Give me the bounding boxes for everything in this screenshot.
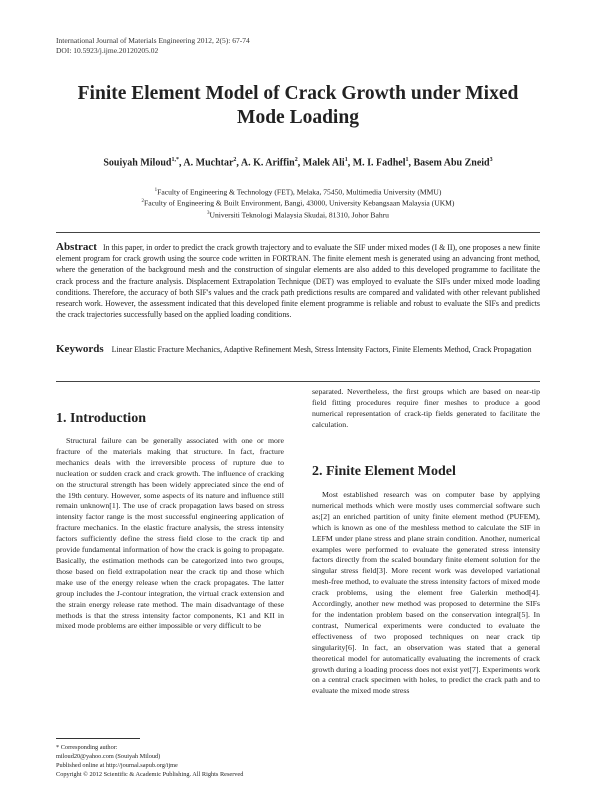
- affiliation-2: [56, 197, 540, 208]
- divider-top: [56, 232, 540, 233]
- continued-paragraph: separated. Nevertheless, the first groups which are based on near-tip field fitting procedures require finer meshes to produce a good numerical representation of crack-tip fields generated to facilitate the calculation.: [312, 387, 540, 429]
- title-line-1: Finite Element Model of Crack Growth under Mixed: [77, 83, 519, 104]
- author-3: A. K. Ariffin: [240, 157, 295, 169]
- abstract-text: In this paper, in order to predict the crack growth trajectory and to evaluate the SIF under mixed modes (I & II), one proposes a new finite element program for crack growth using the source code written in FORTRAN. The finite element mesh is generated using an advancing front method, where the generation of the background mesh and the construction of singular elements are also added to this developed programme to facilitate the crack process and the fracture analysis. Displacement Extrapolation Technique (DET) was employed to evaluate the SIFs under mixed mode loading conditions. Therefore, the accuracy of both SIF's values and the crack path predictions results are compared and validated with other relevant published research work. However, the assessment indicated that this developed finite element programme is reliable and robust to evaluate the SIFs and predicts the crack trajectories successfully based on the applied loading conditions.: [56, 243, 540, 320]
- author-5: M. I. Fadhel: [352, 157, 406, 169]
- doi: DOI: 10.5923/j.ijme.20120205.02: [56, 46, 159, 55]
- affiliations: [56, 186, 540, 220]
- footnote-copyright: Copyright © 2012 Scientific & Academic Publishing. All Rights Reserved: [56, 771, 244, 778]
- keywords: [56, 344, 540, 355]
- journal-header: [56, 36, 250, 56]
- author-4: Malek Ali: [302, 157, 345, 169]
- section-2-body: [312, 490, 540, 697]
- affiliation-2-text: Faculty of Engineering & Built Environment, Bangi, 43000, University Kebangsaan Malaysia (UKM): [144, 198, 455, 208]
- author-1-sup: 1,*: [171, 157, 179, 163]
- author-4-sup: 1: [344, 157, 348, 163]
- divider-bottom: [56, 381, 540, 382]
- section-1-continued: [312, 387, 540, 431]
- footnote-published: Published online at http://journal.sapub.org/ijme: [56, 762, 178, 769]
- abstract: [56, 242, 540, 320]
- footnote-rule: [56, 738, 140, 739]
- author-3-sup: 2: [294, 157, 298, 163]
- affiliation-1-text: Faculty of Engineering & Technology (FET), Melaka, 75450, Multimedia University (MMU): [157, 187, 442, 197]
- author-2-sup: 2: [233, 157, 237, 163]
- author-5-sup: 1: [405, 157, 409, 163]
- author-list: Souiyah Miloud$^{1,*}$, A. Muchtar$^2$, A. K. Ariffin$^2$, Malek Ali$^1$, M. I. Fadhel$^1$, Basem Abu Zneid$^3$: [103, 157, 493, 169]
- keywords-text: Linear Elastic Fracture Mechanics, Adaptive Refinement Mesh, Stress Intensity Factors, Finite Elements Method, Crack Propagation: [111, 345, 532, 354]
- footnote: [56, 738, 284, 779]
- author-6: Basem Abu Zneid: [413, 157, 490, 169]
- section-2-heading: 2. Finite Element Model: [312, 464, 456, 479]
- affiliation-1-sup: 1: [154, 188, 158, 193]
- affiliation-3-text: Universiti Teknologi Malaysia Skudai, 81310, Johor Bahru: [209, 210, 389, 220]
- section-1-paragraph: Structural failure can be generally associated with one or more fracture of the materials making that structure. In fact, fracture mechanics deals with the irreversible process of rupture due to nucleation or sudden crack and crack growth. The influence of cracking on the structural strength has been widely appreciated since the end of the 19th century. However, some aspects of its nature and influence still remain unknown[1]. The use of crack propagation laws based on stress intensity factor range is the most successful engineering application of fracture mechanics. In the elastic fracture analysis, the stress intensity factors sufficiently define the stress field close to the crack tip and provide fundamental information of how the crack is going to propagate. Basically, the estimation methods can be categorized into two groups, those based on field extrapolation near the crack tip and those which make use of the energy release when the crack propagates. The latter group includes the J-contour integration, the virtual crack extension and the strain energy release rate method. The main disadvantage of these methods is that the stress intensity factor components, K1 and KII in mixed mode problems are either impossible or very difficult to be: [56, 436, 284, 631]
- affiliation-1: [56, 186, 540, 197]
- abstract-label: Abstract: [56, 241, 97, 253]
- section-1-heading: 1. Introduction: [56, 411, 146, 426]
- title-line-2: Mode Loading: [237, 107, 359, 128]
- paper-title: [56, 82, 540, 130]
- footnote-corresponding: * Corresponding author:: [56, 744, 118, 751]
- keywords-label: Keywords: [56, 343, 104, 355]
- author-1: Souiyah Miloud: [103, 157, 172, 169]
- footnote-email: miloud20@yahoo.com (Souiyah Miloud): [56, 753, 161, 760]
- author-6-sup: 3: [489, 157, 493, 163]
- author-2: A. Muchtar: [183, 157, 234, 169]
- affiliation-3-sup: 3: [207, 210, 210, 216]
- affiliation-3: [56, 209, 540, 220]
- section-2-paragraph: Most established research was on computer base by applying numerical methods which were mostly uses commercial software such as;[2] an enriched partition of unity finite element method (PUFEM), which is known as one of the meshless method to calculate the SIF in LEFM under plane stress and plane strain condition. Another, numerical examples were performed to evaluate the generated stress intensity factors directly from the scaled boundary finite element solution for the singular stress field[3]. More recent work was developed variational mesh-free method, to evaluate the stress intensity factors of mixed mode crack problems, using the element free Galerkin method[4]. Accordingly, another new method was proposed to determine the SIFs for the indentation problem based on the conservation integral[5]. In contrast, Numerical experiments were conducted to evaluate the effectiveness of two proposed techniques on near crack tip singularity[6]. In fact, an observation was stated that a general theoretical model for automatically evaluating the increments of crack growth during a loading process does not exist yet[7]. Experiments work on a central crack specimen with holes, to predict the crack path and to evaluate the mixed mode stress: [312, 490, 540, 696]
- affiliation-2-sup: 2: [141, 199, 145, 205]
- journal-citation: International Journal of Materials Engineering 2012, 2(5): 67-74: [56, 36, 250, 45]
- section-1-body: [56, 436, 284, 632]
